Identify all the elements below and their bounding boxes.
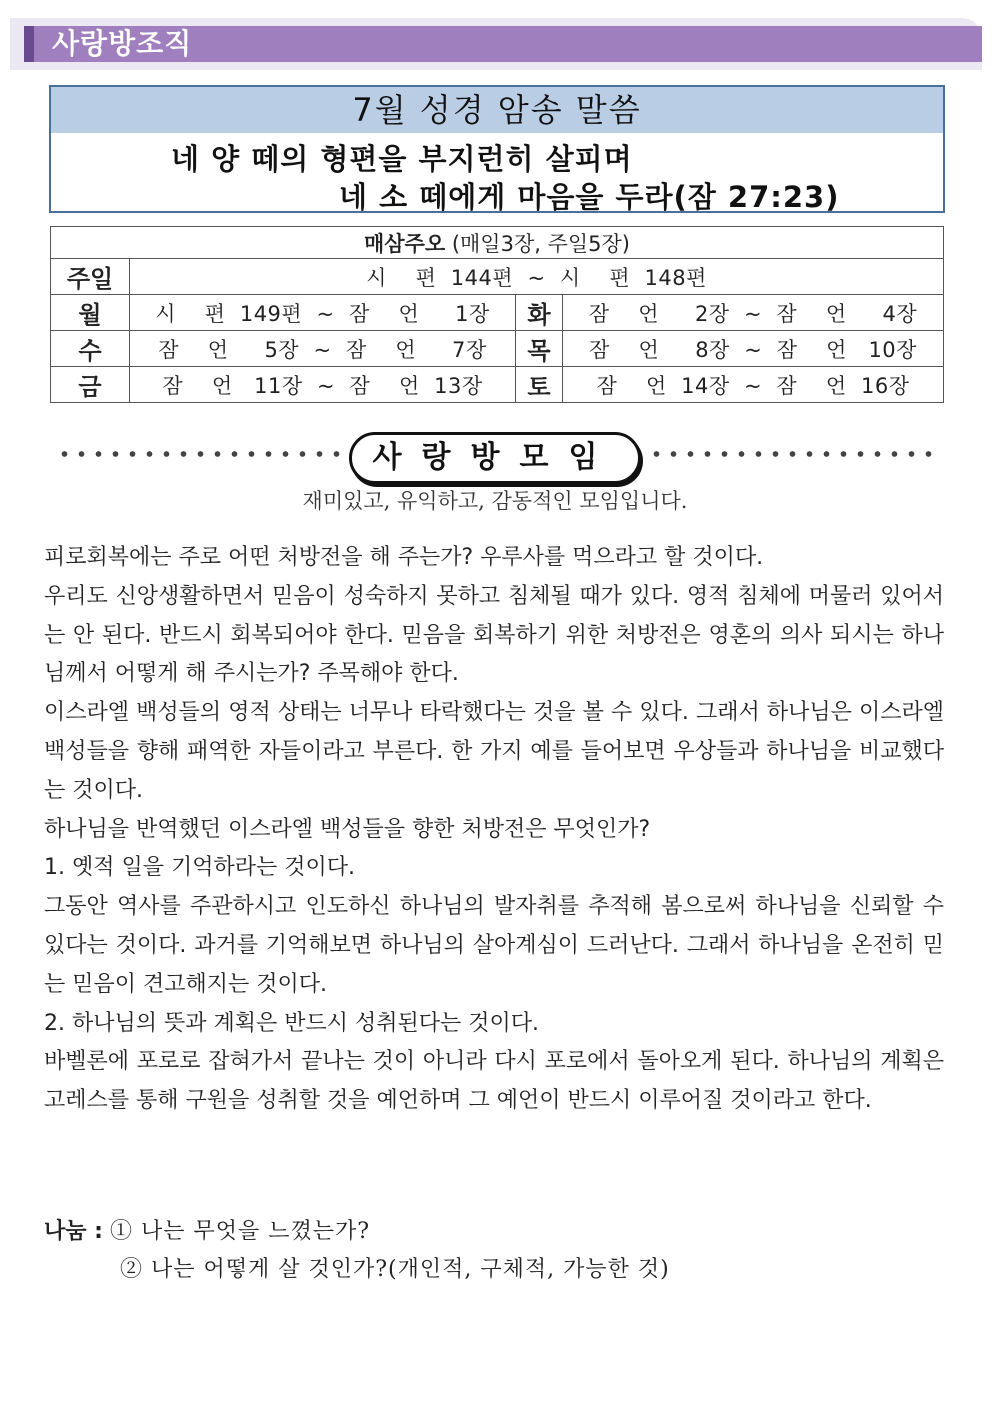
body-point-heading: 2. 하나님의 뜻과 계획은 반드시 성취된다는 것이다. xyxy=(44,1010,539,1036)
day-label: 토 xyxy=(516,367,563,403)
sharing-question-1: ① 나는 무엇을 느꼈는가? xyxy=(109,1219,371,1244)
reading-row xyxy=(51,331,944,367)
reading-range: 잠 언 5장 ~ 잠 언 7장 xyxy=(130,331,516,367)
body-paragraph: 우리도 신앙생활하면서 믿음이 성숙하지 못하고 침체될 때가 있다. 영적 침체에 머물러 있어서는 안 된다. 반드시 회복되어야 한다. 믿음을 회복하기 위한 처방전은 영혼의 의사 되시는 하나님께서 어떻게 해 주시는가? 주목해야 한다. xyxy=(44,583,944,687)
memory-verse-line-2: 네 소 떼에게 마음을 두라(잠 27:23) xyxy=(339,180,840,214)
memory-verse-line-1: 네 양 떼의 형편을 부지런히 살피며 xyxy=(171,142,633,176)
day-label: 주일 xyxy=(51,259,130,295)
reading-plan-name: 매삼주오 xyxy=(363,231,446,256)
dotted-divider-right xyxy=(648,449,938,459)
day-label: 월 xyxy=(51,295,130,331)
body-paragraph: 하나님을 반역했던 이스라엘 백성들을 향한 처방전은 무엇인가? xyxy=(44,816,651,842)
reading-range: 잠 언 14장 ~ 잠 언 16장 xyxy=(563,367,944,403)
reading-row xyxy=(51,367,944,403)
sharing-question-2: ② 나는 어떻게 살 것인가?(개인적, 구체적, 가능한 것) xyxy=(120,1257,670,1282)
dotted-divider-left xyxy=(56,449,346,459)
reading-range: 시 편 144편 ~ 시 편 148편 xyxy=(130,259,944,295)
reading-range: 시 편 149편 ~ 잠 언 1장 xyxy=(130,295,516,331)
reading-range: 잠 언 2장 ~ 잠 언 4장 xyxy=(563,295,944,331)
header-accent xyxy=(24,26,34,62)
day-label: 화 xyxy=(516,295,563,331)
reading-table-header-row xyxy=(51,227,944,259)
day-label: 금 xyxy=(51,367,130,403)
reading-range: 잠 언 11장 ~ 잠 언 13장 xyxy=(130,367,516,403)
reading-range: 잠 언 8장 ~ 잠 언 10장 xyxy=(563,331,944,367)
memory-verse-title: 7월 성경 암송 말씀 xyxy=(51,87,943,133)
day-label: 목 xyxy=(516,331,563,367)
body-paragraph: 바벨론에 포로로 잡혀가서 끝나는 것이 아니라 다시 포로에서 돌아오게 된다. 하나님의 계획은 고레스를 통해 구원을 성취할 것을 예언하며 그 예언이 반드시 이루어질 것이라고 한다. xyxy=(44,1049,944,1114)
sharing-section xyxy=(44,1213,670,1282)
body-point-heading: 1. 옛적 일을 기억하라는 것이다. xyxy=(44,855,355,881)
day-label: 수 xyxy=(51,331,130,367)
body-paragraph: 피로회복에는 주로 어떤 처방전을 해 주는가? 우루사를 먹으라고 할 것이다. xyxy=(44,545,764,570)
section-title: 사랑방조직 xyxy=(52,27,193,60)
meeting-subtitle: 재미있고, 유익하고, 감동적인 모임입니다. xyxy=(302,489,688,513)
sermon-body xyxy=(44,539,944,1121)
body-paragraph: 그동안 역사를 주관하시고 인도하신 하나님의 발자취를 추적해 봄으로써 하나님을 신뢰할 수 있다는 것이다. 과거를 기억해보면 하나님의 살아계심이 드러난다. 그래서 하나님을 온전히 믿는 믿음이 견고해지는 것이다. xyxy=(44,894,944,997)
body-paragraph: 이스라엘 백성들의 영적 상태는 너무나 타락했다는 것을 볼 수 있다. 그래서 하나님은 이스라엘 백성들을 향해 패역한 자들이라고 부른다. 한 가지 예를 들어보면 우상들과 하나님을 비교했다는 것이다. xyxy=(44,700,944,803)
reading-row xyxy=(51,295,944,331)
memory-verse-box xyxy=(49,85,945,213)
reading-schedule-table xyxy=(50,226,944,403)
reading-row-sunday xyxy=(51,259,944,295)
reading-table-title xyxy=(51,227,944,259)
meeting-title-badge: 사랑방모임 xyxy=(349,432,641,484)
sharing-label: 나눔 : xyxy=(44,1219,103,1244)
reading-plan-note: (매일3장, 주일5장) xyxy=(445,231,630,256)
